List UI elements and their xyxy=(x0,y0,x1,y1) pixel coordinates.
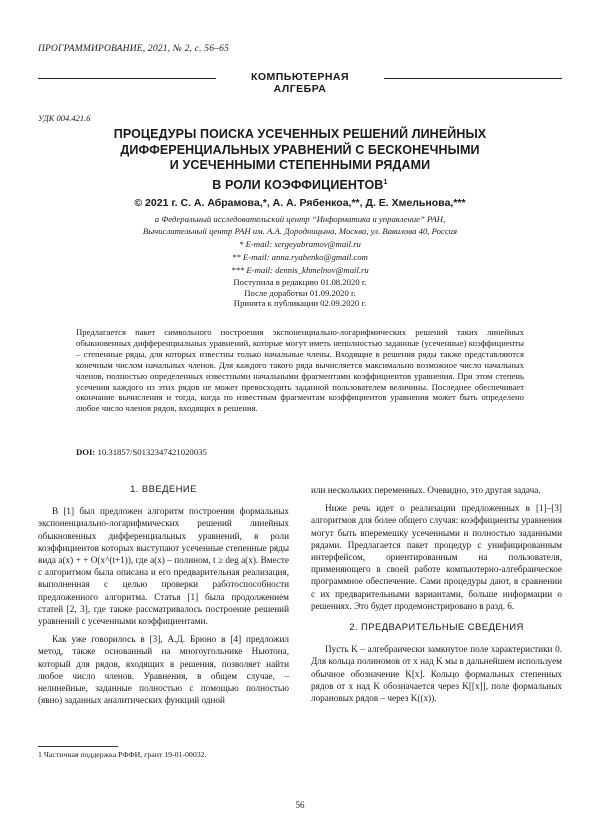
paragraph: Ниже речь идет о реализации предложенных в [1]–[3] алгоритмов для более общего случая: коэффициенты уравнения могут быть вперемешку усеченными и полностью заданными рядами. Предлагается пакет процедур с унифицированным интерфейсом, ориентированным на пользователя, применяющего в своей работе компьютерно-алгебраическое программное обеспечение. Сами процедуры дают, в сравнении с их предварительными вариантами, больше информации о решениях. Это будет продемонстрировано в разд. 6. xyxy=(311,503,562,611)
banner-rule-left xyxy=(38,78,216,79)
received-date: Поступила в редакцию 01.08.2020 г. xyxy=(233,277,367,287)
udk-code: УДК 004.421.6 xyxy=(38,113,91,123)
footnote: 1 Частичная поддержка РФФИ, грант 19-01-00032. xyxy=(38,750,207,759)
affiliation xyxy=(70,214,530,237)
abstract: Предлагается пакет символьного построения экспоненциально-логарифмических решений таких линейных обыкновенных дифференциальных уравнений, которые могут иметь неполностью заданные (усеченные) коэффициенты – степенные ряды, для которых известны только начальные члены. Входящие в решения ряды также представляются конечным числом начальных членов. Для каждого такого ряда вычисляется максимально возможное число начальных членов, полностью определенных известными начальными фрагментами коэффициентов уравнения. При этом степень усечения каждого из этих рядов не может превосходить заданной пользователем величины. Последнее обеспечивает окончание вычисления и тогда, когда по известным фрагментам коэффициентов уравнения может быть определено любое число членов рядов, входящих в решения. xyxy=(76,327,524,414)
section-banner xyxy=(38,71,562,101)
paragraph: Как уже говорилось в [3], А.Д. Брюно в [4] предложил метод, также основанный на многоугольнике Ньютона, который для рядов, входящих в решения, позволяет найти любое число членов. Уравнения, в общем случае, – нелинейные, заданные полностью с помощью полностью (явно) заданных аналитических функций одной xyxy=(38,634,289,706)
journal-header: ПРОГРАММИРОВАНИЕ, 2021, № 2, с. 56–65 xyxy=(38,44,230,54)
title-line: ДИФФЕРЕНЦИАЛЬНЫХ УРАВНЕНИЙ С БЕСКОНЕЧНЫМИ xyxy=(120,142,480,157)
paragraph: или нескольких переменных. Очевидно, это другая задача. xyxy=(311,485,541,495)
footnote-rule xyxy=(38,746,118,747)
doi-link[interactable]: 10.31857/S0132347421020035 xyxy=(97,447,207,457)
email-author2: ** E-mail: anna.ryabenko@gmail.com xyxy=(232,252,368,262)
doi xyxy=(76,447,207,457)
email-author1: * E-mail: sergeyabramov@mail.ru xyxy=(239,239,361,249)
paragraph: В [1] был предложен алгоритм построения формальных экспоненциально-логарифмических решений линейных обыкновенных дифференциальных уравнений, в роли коэффициентов которых выступают усеченные степенные ряды вида a(x) + + O(x^(t+1)), где a(x) – полином, t ≥ deg a(x). Вместе с алгоритмом была описана и его предварительная реализация, выполненная с целью проверки работоспособности предложенного алгоритма. Статья [1] была продолжением статей [2, 3], где также рассматривалось построение решений уравнений с усеченными коэффициентами. xyxy=(38,506,289,627)
authors-line: © 2021 г. С. А. Абрамовa,*, А. А. Рябенкоa,**, Д. Е. Хмельновa,*** xyxy=(134,197,466,209)
section-title-line2: АЛГЕБРА xyxy=(273,83,327,95)
body-column-right xyxy=(311,484,562,710)
paragraph: Пусть K – алгебраически замкнутое поле характеристики 0. Для кольца полиномов от x над K мы в дальнейшем используем обычное обозначение K[x]. Кольцо формальных степенных рядов от x над K обозначается через K[[x]], поле формальных лорановых рядов – через K((x)). xyxy=(311,644,562,704)
body-column-left xyxy=(38,484,289,712)
affiliation-line: Вычислительный центр РАН им. А.А. Дородницына, Москва, ул. Вавилова 40, Россия xyxy=(142,225,458,236)
title-line: ПРОЦЕДУРЫ ПОИСКА УСЕЧЕННЫХ РЕШЕНИЙ ЛИНЕЙНЫХ xyxy=(113,127,487,141)
section-heading-introduction: 1. ВВЕДЕНИЕ xyxy=(130,484,197,495)
section-heading-preliminaries: 2. ПРЕДВАРИТЕЛЬНЫЕ СВЕДЕНИЯ xyxy=(349,622,524,634)
section-title-line1: КОМПЬЮТЕРНАЯ xyxy=(250,71,350,83)
accepted-date: Принята к публикации 02.09.2020 г. xyxy=(233,298,367,308)
title-line: В РОЛИ КОЭФФИЦИЕНТОВ xyxy=(212,177,384,192)
page-number: 56 xyxy=(295,800,305,810)
email-author3: *** E-mail: dennis_khmelnov@mail.ru xyxy=(231,265,369,275)
article-title xyxy=(60,127,540,193)
title-line: И УСЕЧЕННЫМИ СТЕПЕННЫМИ РЯДАМИ xyxy=(169,158,431,172)
title-footnote-mark: 1 xyxy=(383,176,388,186)
publication-dates xyxy=(70,277,530,309)
affiliation-line: a Федеральный исследовательский центр “Информатика и управление” РАН, xyxy=(154,214,446,224)
revised-date: После доработки 01.09.2020 г. xyxy=(244,287,356,298)
banner-rule-right xyxy=(384,78,562,79)
doi-label: DOI: xyxy=(76,447,96,457)
section-title xyxy=(216,71,384,95)
